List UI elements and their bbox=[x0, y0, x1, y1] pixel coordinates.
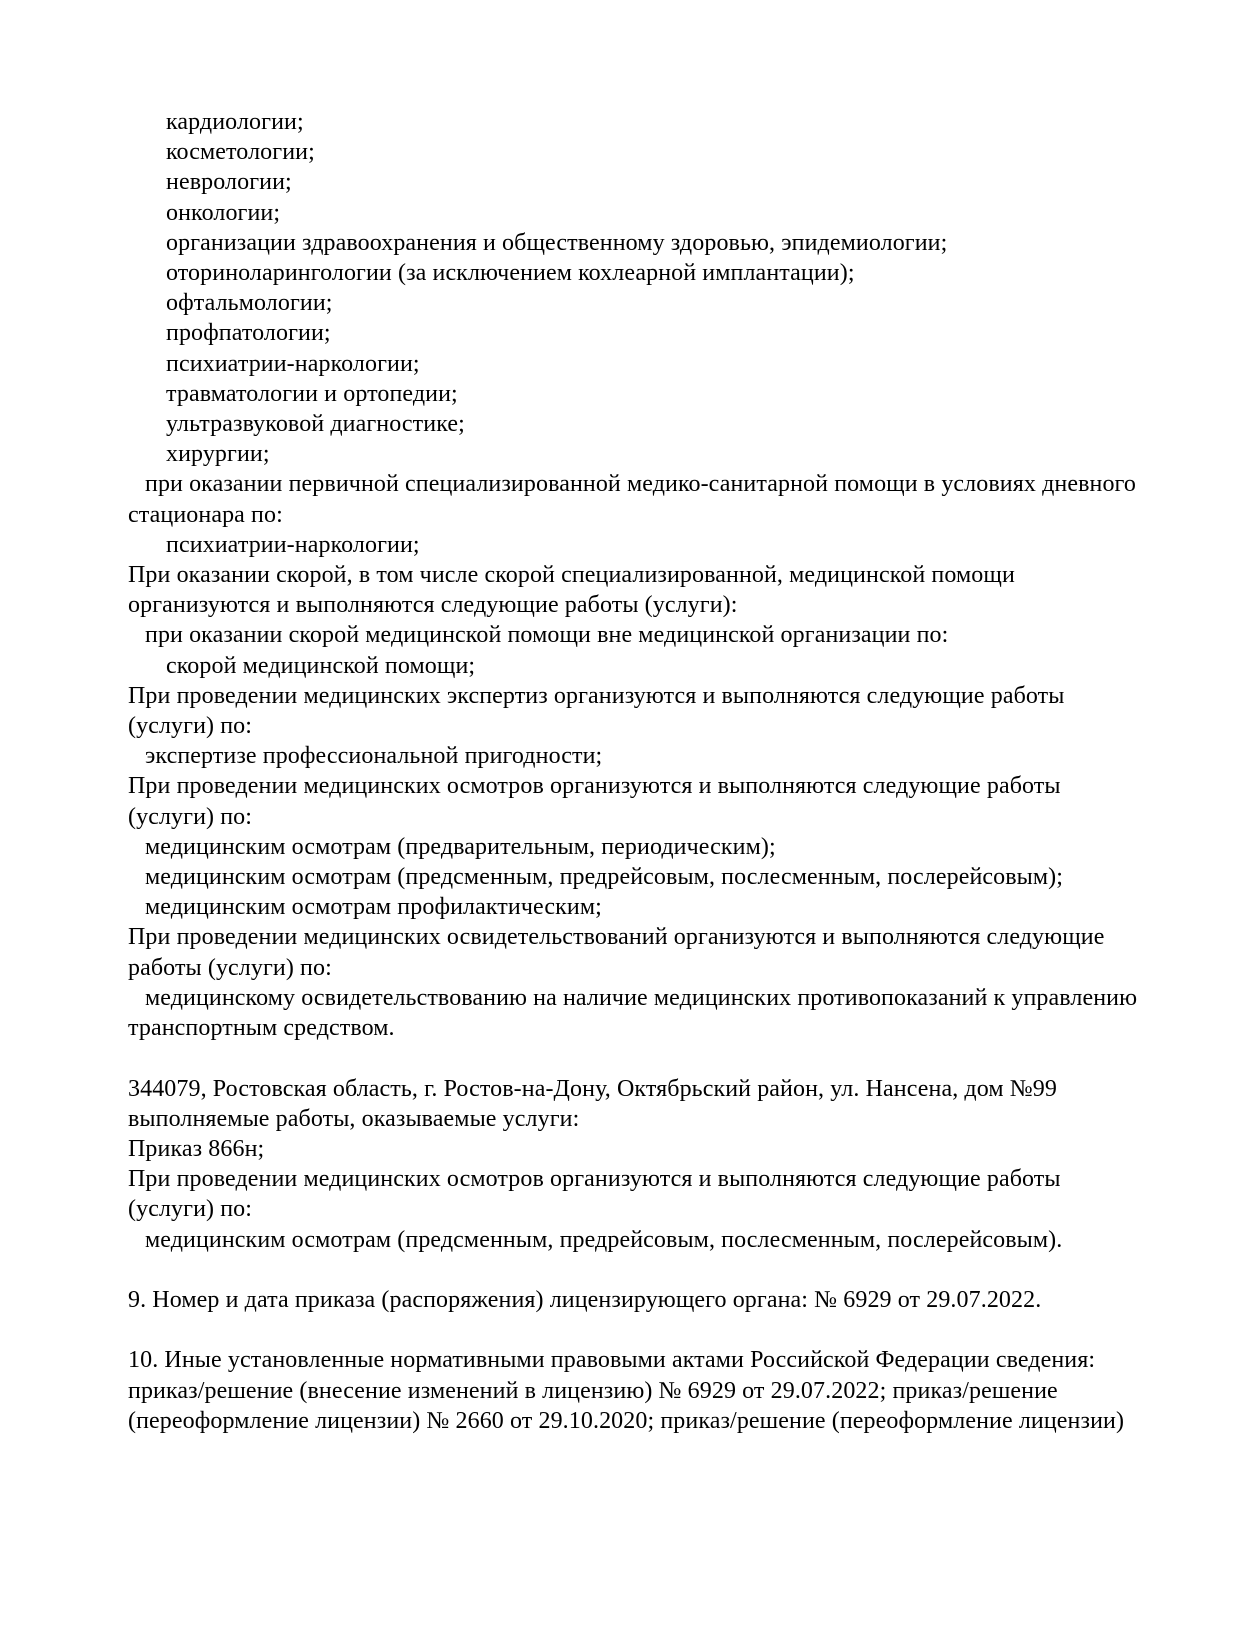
text-line: При проведении медицинских экспертиз организуются и выполняются следующие работы bbox=[128, 682, 1065, 709]
text-line: организуются и выполняются следующие работы (услуги): bbox=[128, 592, 738, 619]
text-line: медицинским осмотрам (предварительным, периодическим); bbox=[145, 833, 776, 860]
text-line: медицинскому освидетельствованию на наличие медицинских противопоказаний к управлению bbox=[145, 984, 1138, 1011]
text-line: ультразвуковой диагностике; bbox=[166, 411, 465, 438]
text-line: онкологии; bbox=[166, 199, 281, 226]
blank-line bbox=[128, 1315, 1188, 1345]
text-line: стационара по: bbox=[128, 501, 283, 528]
blank-line bbox=[128, 1043, 1188, 1073]
text-line: При проведении медицинских осмотров организуются и выполняются следующие работы bbox=[128, 1166, 1061, 1193]
text-line: При проведении медицинских осмотров организуются и выполняются следующие работы bbox=[128, 773, 1061, 800]
text-line: Приказ 866н; bbox=[128, 1135, 265, 1162]
text-line: (услуги) по: bbox=[128, 713, 253, 740]
text-line: при оказании скорой медицинской помощи вне медицинской организации по: bbox=[145, 622, 949, 649]
text-line: 9. Номер и дата приказа (распоряжения) лицензирующего органа: № 6929 от 29.07.2022. bbox=[128, 1286, 1042, 1313]
text-line: офтальмологии; bbox=[166, 290, 333, 317]
text-line: (услуги) по: bbox=[128, 803, 253, 830]
text-line: приказ/решение (внесение изменений в лицензию) № 6929 от 29.07.2022; приказ/решение bbox=[128, 1377, 1058, 1404]
text-line: профпатологии; bbox=[166, 320, 331, 347]
text-line: При оказании скорой, в том числе скорой специализированной, медицинской помощи bbox=[128, 562, 1015, 589]
text-line: косметологии; bbox=[166, 139, 315, 166]
text-line: 344079, Ростовская область, г. Ростов-на-Дону, Октябрьский район, ул. Нансена, дом №99 bbox=[128, 1075, 1057, 1102]
blank-line bbox=[128, 1255, 1188, 1285]
text-line: работы (услуги) по: bbox=[128, 954, 332, 981]
text-line: 10. Иные установленные нормативными правовыми актами Российской Федерации сведения: bbox=[128, 1347, 1096, 1374]
text-line: хирургии; bbox=[166, 441, 270, 468]
text-line: транспортным средством. bbox=[128, 1015, 395, 1042]
text-line: выполняемые работы, оказываемые услуги: bbox=[128, 1105, 580, 1132]
text-line: психиатрии-наркологии; bbox=[166, 531, 420, 558]
text-line: организации здравоохранения и общественному здоровью, эпидемиологии; bbox=[166, 229, 948, 256]
text-line: кардиологии; bbox=[166, 109, 304, 135]
text-line: медицинским осмотрам (предсменным, предрейсовым, послесменным, послерейсовым); bbox=[145, 864, 1064, 891]
text-line: медицинским осмотрам (предсменным, предрейсовым, послесменным, послерейсовым). bbox=[145, 1226, 1063, 1253]
text-line: (услуги) по: bbox=[128, 1196, 253, 1223]
text-line: экспертизе профессиональной пригодности; bbox=[145, 743, 603, 770]
text-line: неврологии; bbox=[166, 169, 292, 196]
text-line: травматологии и ортопедии; bbox=[166, 380, 458, 407]
text-line: медицинским осмотрам профилактическим; bbox=[145, 894, 602, 921]
text-line: (переоформление лицензии) № 2660 от 29.10.2020; приказ/решение (переоформление лицензии) bbox=[128, 1407, 1125, 1434]
text-line: При проведении медицинских освидетельствований организуются и выполняются следующие bbox=[128, 924, 1105, 951]
text-line: психиатрии-наркологии; bbox=[166, 350, 420, 377]
text-line: скорой медицинской помощи; bbox=[166, 652, 476, 679]
document-body bbox=[128, 107, 1188, 1436]
text-line: оториноларингологии (за исключением кохлеарной имплантации); bbox=[166, 260, 855, 287]
text-line: при оказании первичной специализированной медико-санитарной помощи в условиях дневного bbox=[145, 471, 1136, 498]
